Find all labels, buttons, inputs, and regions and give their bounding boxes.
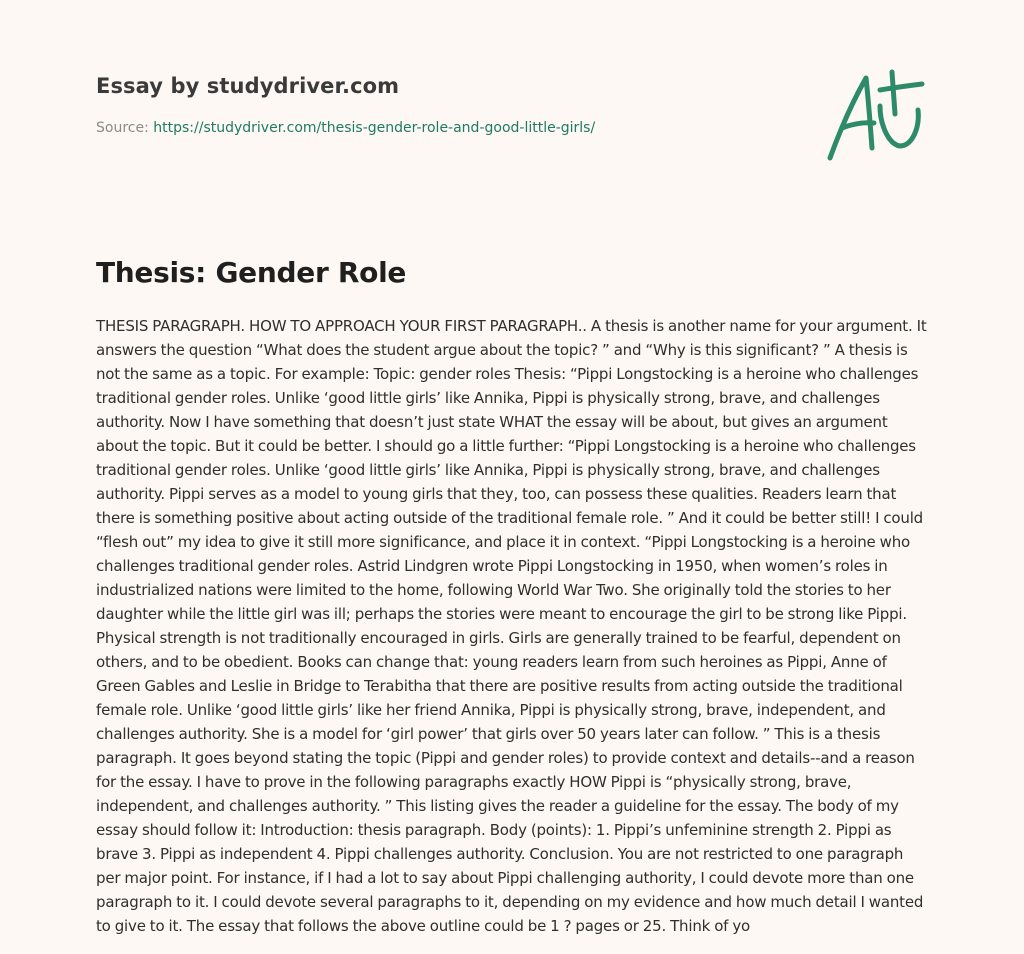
site-title: Essay by studydriver.com: [96, 74, 400, 98]
page-header: [96, 74, 796, 136]
a-plus-logo-icon: [822, 66, 926, 166]
source-line: [96, 120, 796, 136]
essay-title: Thesis: Gender Role: [96, 256, 407, 289]
essay-body: THESIS PARAGRAPH. HOW TO APPROACH YOUR FIRST PARAGRAPH.. A thesis is another name for your argument. It answers the question “What does the student argue about the topic? ” and “Why is this significant? ” A thesis is not the same as a topic. For example: Topic: gender roles Thesis: “Pippi Longstocking is a heroine who challenges traditional gender roles. Unlike ‘good little girls’ like Annika, Pippi is physically strong, brave, and challenges authority. Now I have something that doesn’t just state WHAT the essay will be about, but gives an argument about the topic. But it could be better. I should go a little further: “Pippi Longstocking is a heroine who challenges traditional gender roles. Unlike ‘good little girls’ like Annika, Pippi is physically strong, brave, and challenges authority. Pippi serves as a model to young girls that they, too, can possess these qualities. Readers learn that there is something positive about acting outside of the traditional female role. ” And it could be better still! I could “flesh out” my idea to give it still more significance, and place it in context. “Pippi Longstocking is a heroine who challenges traditional gender roles. Astrid Lindgren wrote Pippi Longstocking in 1950, when women’s roles in industrialized nations were limited to the home, following World War Two. She originally told the stories to her daughter while the little girl was ill; perhaps the stories were meant to encourage the girl to be strong like Pippi. Physical strength is not traditionally encouraged in girls. Girls are generally trained to be fearful, dependent on others, and to be obedient. Books can change that: young readers learn from such heroines as Pippi, Anne of Green Gables and Leslie in Bridge to Terabitha that there are positive results from acting outside the traditional female role. Unlike ‘good little girls’ like her friend Annika, Pippi is physically strong, brave, independent, and challenges authority. She is a model for ‘girl power’ that girls over 50 years later can follow. ” This is a thesis paragraph. It goes beyond stating the topic (Pippi and gender roles) to provide context and details--and a reason for the essay. I have to prove in the following paragraphs exactly HOW Pippi is “physically strong, brave, independent, and challenges authority. ” This listing gives the reader a guideline for the essay. The body of my essay should follow it: Introduction: thesis paragraph. Body (points): 1. Pippi’s unfeminine strength 2. Pippi as brave 3. Pippi as independent 4. Pippi challenges authority. Conclusion. You are not restricted to one paragraph per major point. For instance, if I had a lot to say about Pippi challenging authority, I could devote more than one paragraph to it. I could devote several paragraphs to it, depending on my evidence and how much detail I wanted to give to it. The essay that follows the above outline could be 1 ? pages or 25. Think of yo: [96, 317, 927, 935]
source-label: Source:: [96, 120, 149, 136]
source-link[interactable]: https://studydriver.com/thesis-gender-role-and-good-little-girls/: [153, 120, 596, 136]
